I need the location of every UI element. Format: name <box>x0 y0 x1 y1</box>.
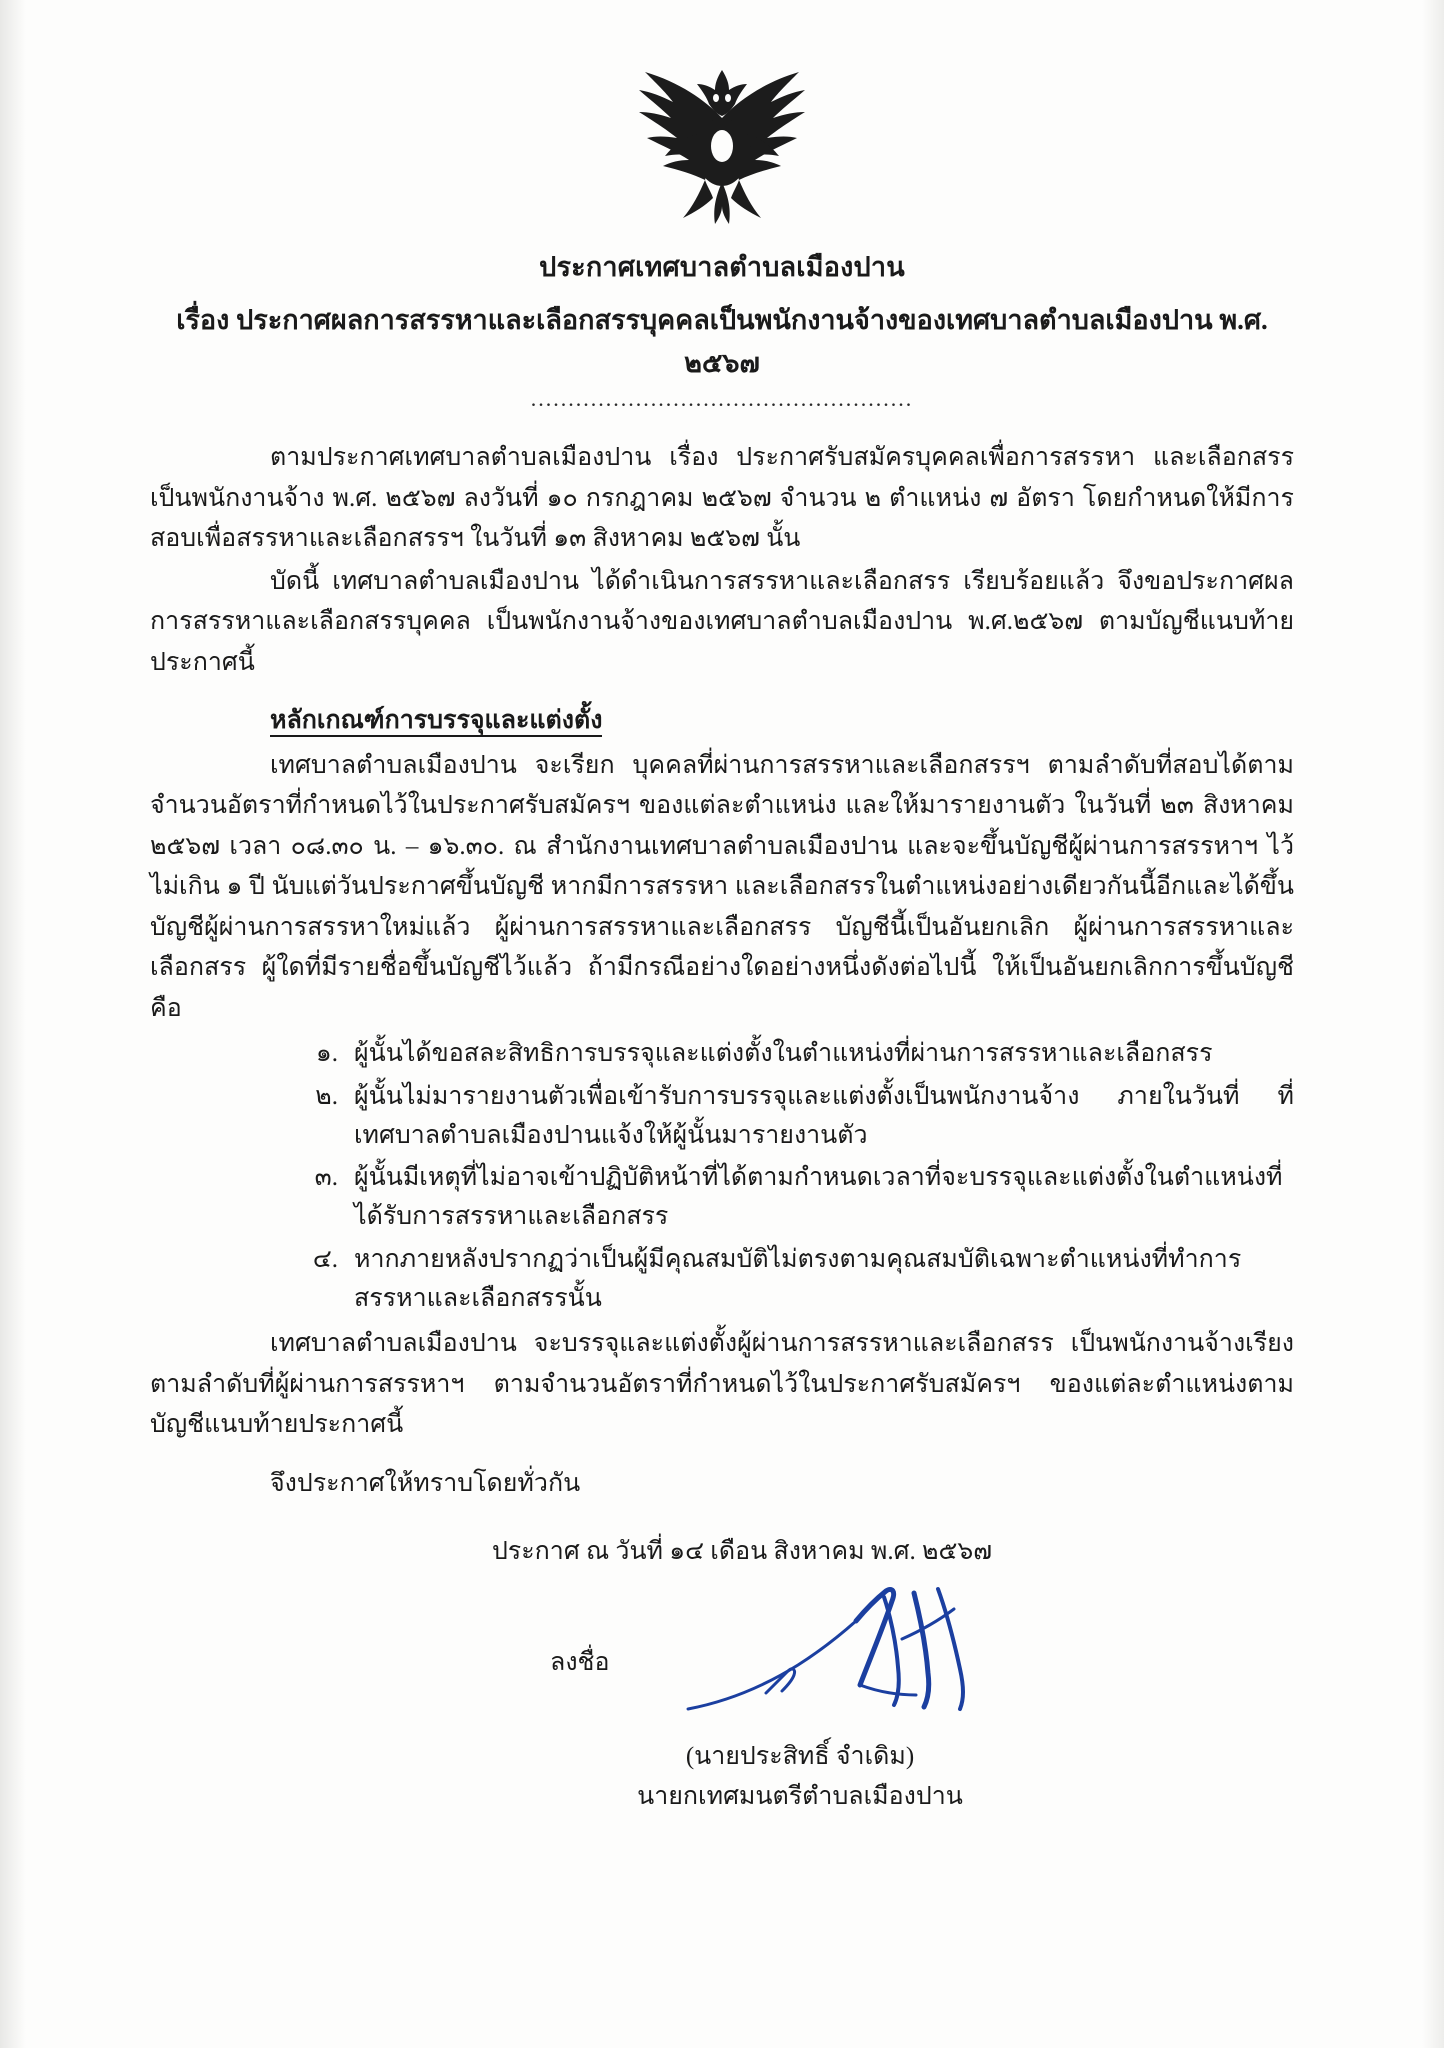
list-item <box>300 1241 1294 1319</box>
signer-name: (นายประสิทธิ์ จำเดิม) <box>685 1742 915 1770</box>
announced-date: ประกาศ ณ วันที่ ๑๔ เดือน สิงหาคม พ.ศ. ๒๕๖๗ <box>491 1538 993 1566</box>
list-item-text: หากภายหลังปรากฏว่าเป็นผู้มีคุณสมบัติไม่ตรงตามคุณสมบัติเฉพาะตำแหน่งที่ทำการสรรหาและเลือกสรรนั้น <box>354 1245 1242 1312</box>
list-item <box>300 1078 1294 1156</box>
list-item-number: ๓. <box>314 1164 338 1192</box>
list-item <box>300 1035 1294 1074</box>
list-item-number: ๔. <box>312 1245 338 1273</box>
post-conditions-paragraph: เทศบาลตำบลเมืองปาน จะบรรจุและแต่งตั้งผู้ผ่านการสรรหาและเลือกสรร เป็นพนักงานจ้างเรียงตามลำดับที่ผู้ผ่านการสรรหาฯ ตามจำนวนอัตราที่กำหนดไว้ในประกาศรับสมัครฯ ของแต่ละตำแหน่งตามบัญชีแนบท้ายประกาศนี้ <box>150 1330 1294 1439</box>
list-item-number: ๑. <box>315 1040 338 1067</box>
title-separator: ................................................... <box>530 386 914 411</box>
signature-area <box>150 1587 1294 1810</box>
page-title: ประกาศเทศบาลตำบลเมืองปาน <box>539 252 905 282</box>
paragraph-1: ตามประกาศเทศบาลตำบลเมืองปาน เรื่อง ประกาศรับสมัครบุคคลเพื่อการสรรหา และเลือกสรร เป็นพนักงานจ้าง พ.ศ. ๒๕๖๗ ลงวันที่ ๑๐ กรกฎาคม ๒๕๖๗ จำนวน ๒ ตำแหน่ง ๗ อัตรา โดยกำหนดให้มีการสอบเพื่อสรรหาและเลือกสรรฯ ในวันที่ ๑๓ สิงหาคม ๒๕๖๗ นั้น <box>150 444 1294 552</box>
signature-label: ลงชื่อ <box>550 1648 610 1676</box>
section-heading-text: หลักเกณฑ์การบรรจุและแต่งตั้ง <box>270 707 602 737</box>
garuda-emblem-icon <box>617 60 827 230</box>
title-block <box>150 245 1294 412</box>
closing-paragraph: จึงประกาศให้ทราบโดยทั่วกัน <box>270 1469 581 1497</box>
section-heading <box>150 701 1294 742</box>
signer-position: นายกเทศมนตรีตำบลเมืองปาน <box>637 1782 963 1810</box>
conditions-list <box>150 1035 1294 1318</box>
list-item-number: ๒. <box>315 1082 338 1110</box>
document-subject: เรื่อง ประกาศผลการสรรหาและเลือกสรรบุคคลเป็นพนักงานจ้างของเทศบาลตำบลเมืองปาน พ.ศ. ๒๕๖๗ <box>176 305 1268 378</box>
list-item-text: ผู้นั้นได้ขอสละสิทธิการบรรจุและแต่งตั้งในตำแหน่งที่ผ่านการสรรหาและเลือกสรร <box>354 1040 1213 1067</box>
list-item <box>300 1159 1294 1237</box>
section-body-paragraph: เทศบาลตำบลเมืองปาน จะเรียก บุคคลที่ผ่านการสรรหาและเลือกสรรฯ ตามลำดับที่สอบได้ตามจำนวนอัตราที่กำหนดไว้ในประกาศรับสมัครฯ ของแต่ละตำแหน่ง และให้มารายงานตัว ในวันที่ ๒๓ สิงหาคม ๒๕๖๗ เวลา ๐๘.๓๐ น. – ๑๖.๓๐. ณ สำนักงานเทศบาลตำบลเมืองปาน และจะขึ้นบัญชีผู้ผ่านการสรรหาฯ ไว้ไม่เกิน ๑ ปี นับแต่วันประกาศขึ้นบัญชี หากมีการสรรหา และเลือกสรรในตำแหน่งอย่างเดียวกันนี้อีกและได้ขึ้นบัญชีผู้ผ่านการสรรหาใหม่แล้ว ผู้ผ่านการสรรหาและเลือกสรร บัญชีนี้เป็นอันยกเลิก ผู้ผ่านการสรรหาและเลือกสรร ผู้ใดที่มีรายชื่อขึ้นบัญชีไว้แล้ว ถ้ามีกรณีอย่างใดอย่างหนึ่งดังต่อไปนี้ ให้เป็นอันยกเลิกการขึ้นบัญชี คือ <box>150 751 1294 1022</box>
list-item-text: ผู้นั้นไม่มารายงานตัวเพื่อเข้ารับการบรรจุและแต่งตั้งเป็นพนักงานจ้าง ภายในวันที่ ที่เทศบาลตำบลเมืองปานแจ้งให้ผู้นั้นมารายงานตัว <box>354 1082 1294 1149</box>
handwritten-signature-icon <box>670 1581 1030 1751</box>
paragraph-2: บัดนี้ เทศบาลตำบลเมืองปาน ได้ดำเนินการสรรหาและเลือกสรร เรียบร้อยแล้ว จึงขอประกาศผลการสรรหาและเลือกสรรบุคคล เป็นพนักงานจ้างของเทศบาลตำบลเมืองปาน พ.ศ.๒๕๖๗ ตามบัญชีแนบท้ายประกาศนี้ <box>150 567 1294 676</box>
list-item-text: ผู้นั้นมีเหตุที่ไม่อาจเข้าปฏิบัติหน้าที่ได้ตามกำหนดเวลาที่จะบรรจุและแต่งตั้งในตำแหน่งที่ได้รับการสรรหาและเลือกสรร <box>354 1164 1283 1230</box>
garuda-emblem-container <box>150 60 1294 235</box>
document-body <box>150 438 1294 1810</box>
